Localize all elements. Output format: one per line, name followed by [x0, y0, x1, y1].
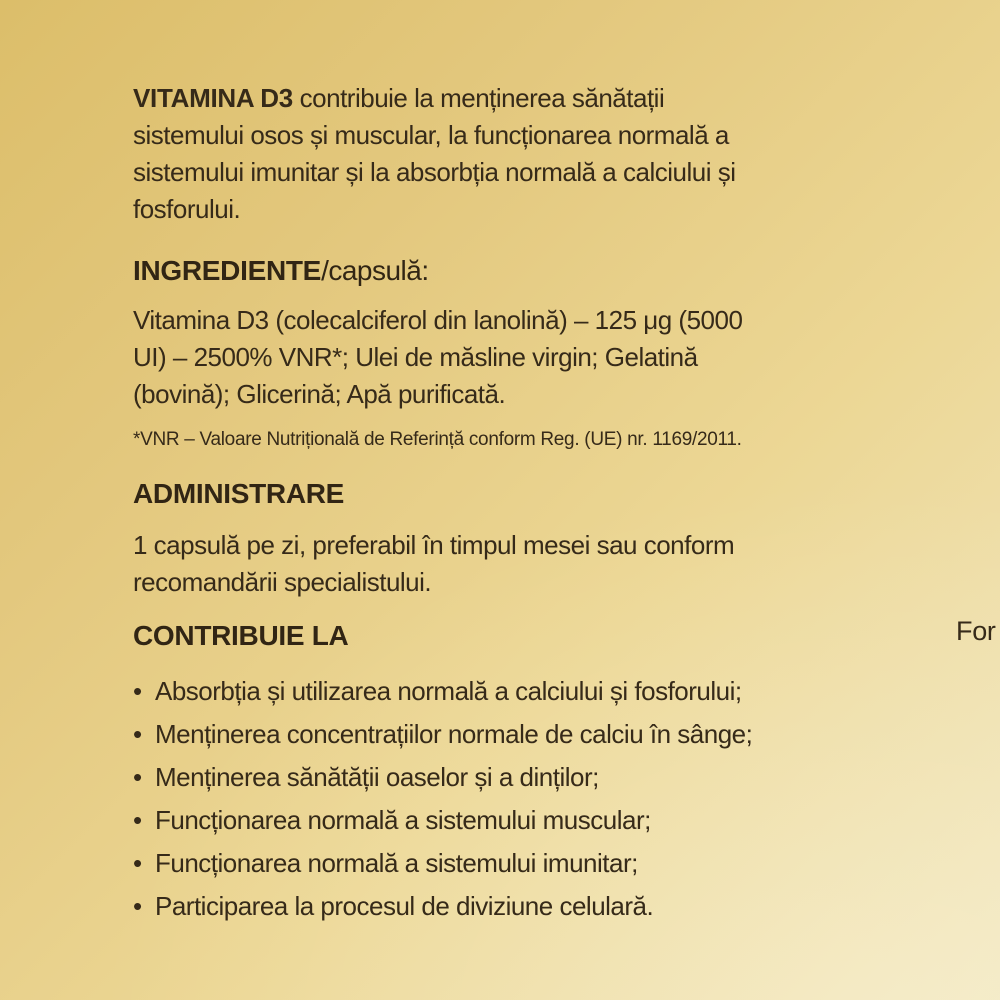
bullet-icon: •: [133, 805, 142, 835]
benefit-item: [133, 888, 953, 925]
benefit-text: Menținerea sănătății oaselor și a dinților;: [155, 762, 599, 792]
intro-text: contribuie la menținerea sănătații sistemului osos și muscular, la funcționarea normală a sistemului imunitar și la absorbția normală a calciului și fosforului.: [133, 83, 736, 224]
bullet-icon: •: [133, 848, 142, 878]
product-name: VITAMINA D3: [133, 83, 293, 113]
administration-heading: ADMINISTRARE: [133, 478, 345, 509]
bullet-icon: •: [133, 719, 142, 749]
benefit-item: [133, 802, 953, 839]
benefit-item: [133, 845, 953, 882]
benefit-item: [133, 716, 953, 753]
adjacent-panel-text-fragment: For: [956, 616, 996, 646]
bullet-icon: •: [133, 891, 142, 921]
bullet-icon: •: [133, 762, 142, 792]
benefits-list: [133, 673, 953, 925]
intro-paragraph: [133, 80, 773, 228]
ingredients-heading-suffix: /capsulă:: [321, 255, 429, 286]
vnr-footnote: *VNR – Valoare Nutrițională de Referință conform Reg. (UE) nr. 1169/2011.: [133, 429, 742, 450]
ingredients-heading-bold: INGREDIENTE: [133, 255, 322, 286]
benefit-text: Participarea la procesul de diviziune celulară.: [155, 891, 654, 921]
label-text-column: [133, 80, 953, 931]
benefit-text: Absorbția și utilizarea normală a calciului și fosforului;: [155, 676, 742, 706]
benefit-item: [133, 759, 953, 796]
contributes-heading: CONTRIBUIE LA: [133, 620, 349, 651]
benefit-text: Menținerea concentrațiilor normale de calciu în sânge;: [155, 719, 753, 749]
benefit-text: Funcționarea normală a sistemului imunitar;: [155, 848, 638, 878]
benefit-text: Funcționarea normală a sistemului muscular;: [155, 805, 651, 835]
benefit-item: [133, 673, 953, 710]
bullet-icon: •: [133, 676, 142, 706]
ingredients-paragraph: Vitamina D3 (colecalciferol din lanolină) – 125 μg (5000 UI) – 2500% VNR*; Ulei de măsline virgin; Gelatină (bovină); Glicerină; Apă purificată.: [133, 305, 743, 409]
administration-paragraph: 1 capsulă pe zi, preferabil în timpul mesei sau conform recomandării specialistului.: [133, 530, 735, 597]
ingredients-heading: [133, 254, 953, 288]
